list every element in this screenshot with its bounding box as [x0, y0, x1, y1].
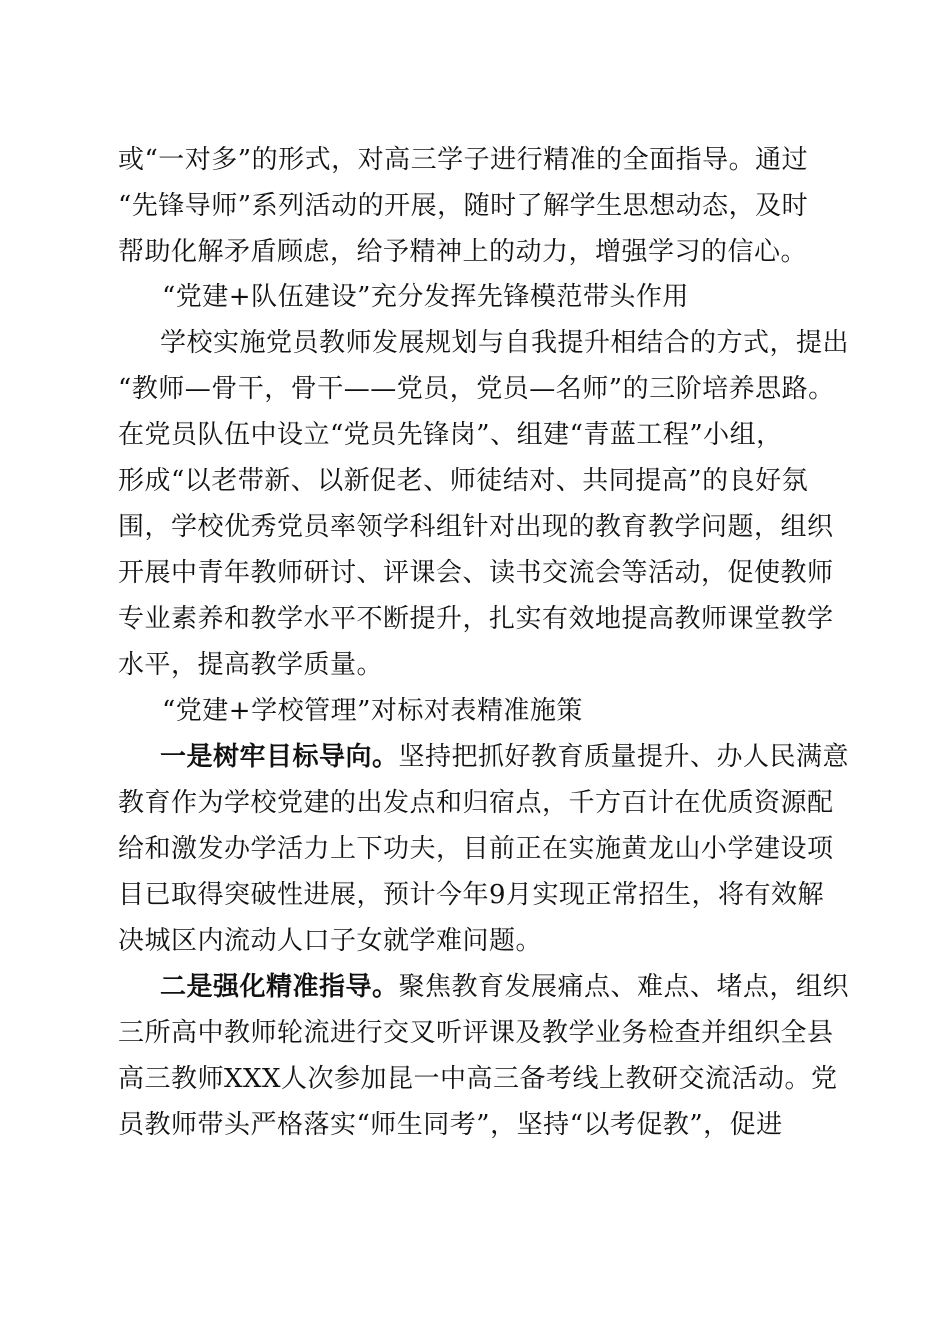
lead-phrase: 二是强化精准指导。 [160, 972, 399, 1002]
text-line: 专业素养和教学水平不断提升，扎实有效地提高教师课堂教学 [118, 604, 834, 634]
text-line: 水平，提高教学质量。 [118, 650, 384, 680]
text-line: 教育作为学校党建的出发点和归宿点，千方百计在优质资源配 [118, 788, 834, 818]
text-line: 开展中青年教师研讨、评课会、读书交流会等活动，促使教师 [118, 558, 834, 588]
text-line: 三所高中教师轮流进行交叉听评课及教学业务检查并组织全县 [118, 1018, 834, 1048]
text-line: “先锋导师”系列活动的开展，随时了解学生思想动态，及时 [118, 191, 809, 221]
section-heading: “党建+队伍建设”充分发挥先锋模范带头作用 [162, 282, 689, 312]
text-line: 员教师带头严格落实“师生同考”，坚持“以考促教”，促进 [118, 1110, 783, 1140]
text-line: 在党员队伍中设立“党员先锋岗”、组建“青蓝工程”小组， [118, 420, 783, 450]
text-line: 形成“以老带新、以新促老、师徒结对、共同提高”的良好氛 [118, 466, 809, 496]
text-line: 帮助化解矛盾顾虑，给予精神上的动力，增强学习的信心。 [118, 237, 808, 267]
text-line: 围，学校优秀党员率领学科组针对出现的教育教学问题，组织 [118, 512, 834, 542]
lead-phrase: 一是树牢目标导向。 [160, 742, 399, 772]
text-line [160, 967, 849, 1007]
text-line: 或“一对多”的形式，对高三学子进行精准的全面指导。通过 [118, 145, 809, 175]
text-segment: 坚持把抓好教育质量提升、办人民满意 [398, 742, 850, 772]
section-heading: “党建+学校管理”对标对表精准施策 [162, 696, 583, 726]
text-line: 高三教师XXX人次参加昆一中高三备考线上教研交流活动。党 [118, 1064, 838, 1094]
text-line: “教师—骨干，骨干——党员，党员—名师”的三阶培养思路。 [118, 374, 835, 404]
text-line: 目已取得突破性进展，预计今年9月实现正常招生，将有效解 [118, 880, 825, 910]
text-line [160, 737, 849, 777]
text-line: 决城区内流动人口子女就学难问题。 [118, 926, 543, 956]
text-segment: 聚焦教育发展痛点、难点、堵点，组织 [398, 972, 850, 1002]
text-line: 学校实施党员教师发展规划与自我提升相结合的方式，提出 [160, 328, 850, 358]
text-line: 给和激发办学活力上下功夫，目前正在实施黄龙山小学建设项 [118, 834, 834, 864]
